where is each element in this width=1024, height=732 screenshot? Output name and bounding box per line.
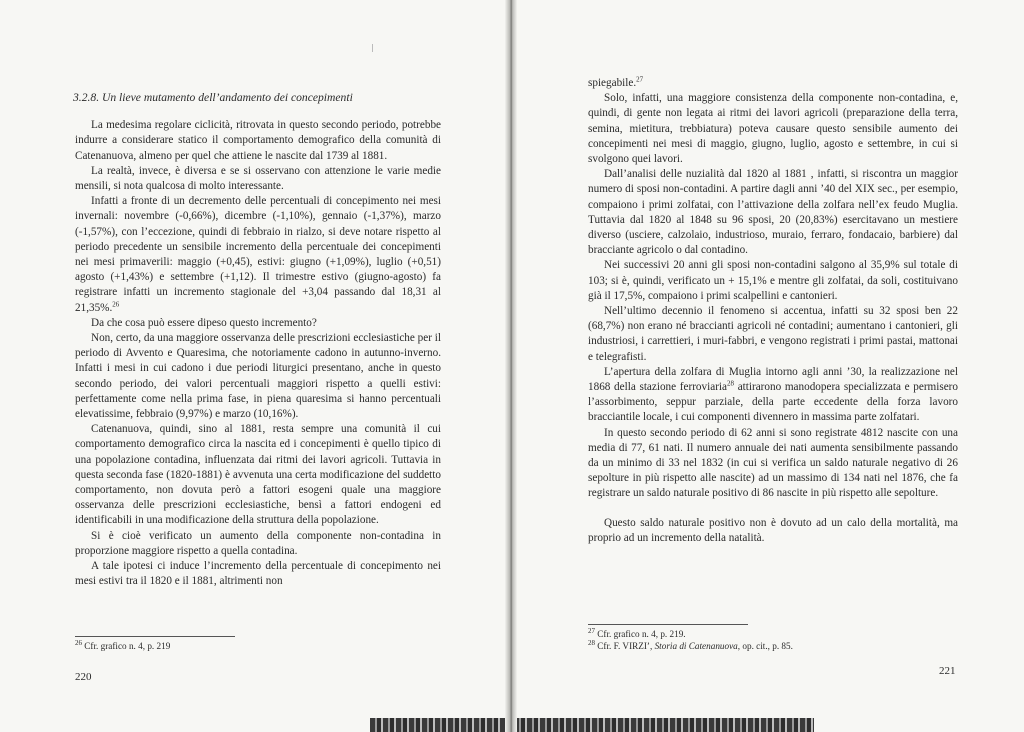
section-heading: 3.2.8. Un lieve mutamento dell’andamento dei concepimenti — [73, 91, 353, 104]
left-text-column — [75, 90, 441, 590]
footnote-number: 27 — [588, 626, 595, 635]
footnote-ref[interactable]: 26 — [112, 299, 120, 308]
footnote-rule — [75, 636, 235, 637]
footnote-ref[interactable]: 28 — [727, 379, 734, 388]
book-gutter — [505, 0, 517, 732]
footnote-text: Cfr. grafico n. 4, p. 219 — [84, 641, 171, 651]
page-edge-shadow — [370, 718, 506, 732]
paragraph: Questo saldo naturale positivo non è dovuto ad un calo della mortalità, ma proprio ad un incremento della natalità. — [588, 516, 958, 544]
paragraph-text: spiegabile. — [588, 77, 637, 89]
footnote-text: Cfr. grafico n. 4, p. 219. — [597, 629, 686, 639]
footnote — [588, 628, 793, 640]
scan-mark — [372, 44, 373, 52]
paragraph: Dall’analisi delle nuzialità dal 1820 al 1881 , infatti, si riscontra un maggior numero di sposi non-contadini. A partire dagli anni ’40 del XIX sec., per esempio, compaiono i primi zolfatai, con l’attivazione della zolfara nell’ex feudo Muglia. Tuttavia dal 1820 al 1848 su 96 sposi, 20 (20,83%) esercitavano un mestiere diverso (usciere, calzolaio, industrioso, muraio, ferraro, fondacaio, barbiere) dal bracciante agricolo o dal contadino. — [588, 168, 958, 257]
right-text-column — [588, 76, 958, 546]
paragraph-text: attirarono manodopera specializzata e permisero l’assorbimento, seppur parziale, della parte eccedente della forza lavoro bracciantile locale, i cui componenti divennero in massima parte zolfatari. — [588, 381, 959, 424]
paragraph: Da che cosa può essere dipeso questo incremento? — [91, 316, 317, 329]
paragraph: Solo, infatti, una maggiore consistenza della componente non-contadina, e, quindi, di gente non legata ai ritmi dei lavori agricoli (preparazione della terra, semina, mietitura, trebbiatura) poteva causare questo sensibile aumento dei concepimenti nei mesi di maggio, giugno, luglio, agosto e settembre, in cui si svolgono quei lavori. — [588, 92, 958, 166]
paragraph: Si è cioè verificato un aumento della componente non-contadina in proporzione maggiore rispetto a quella contadina. — [75, 529, 441, 557]
footnote — [75, 640, 170, 652]
paragraph: Nei successivi 20 anni gli sposi non-contadini salgono al 35,9% sul totale di 103; si è, quindi, verificato un + 15,1% e mentre gli zolfatai, da soli, costituivano già il 17,5%, compaiono i primi scalpellini e cantonieri. — [588, 259, 958, 302]
paragraph: Non, certo, da una maggiore osservanza delle prescrizioni ecclesiastiche per il periodo di Avvento e Quaresima, che notoriamente cadono in autunno-inverno. Infatti i mesi in cui cadono i due periodi liturgici presentano, anche in questo secondo periodo, dei valori percentuali maggiori rispetto a quelli estivi: perfettamente come nella prima fase, in piena quaresima si hanno percentuali elevatissime, febbraio (9,97%) e marzo (10,16%). — [75, 332, 441, 421]
right-page — [514, 0, 1024, 732]
paragraph: In questo secondo periodo di 62 anni si sono registrate 4812 nascite con una media di 77, 61 nati. Il numero annuale dei nati aumenta sensibilmente passando da un minimo di 33 nel 1832 (in cui si verifica un saldo naturale negativo di 26 sepolture in più rispetto alle nascite) ad un massimo di 134 nati nel 1876, che fa registrare un saldo naturale positivo di 86 nascite in più rispetto alle sepolture. — [588, 426, 958, 500]
book-title: Storia di Catenanuova — [654, 641, 738, 651]
footnote-rule — [588, 624, 748, 625]
paragraph — [75, 194, 441, 316]
paragraph: Nell’ultimo decennio il fenomeno si accentua, infatti su 32 sposi ben 22 (68,7%) non erano né braccianti agricoli né contadini; aumentano i cantonieri, gli industriosi, i carrettieri, i muri-fabbri, e vengono registrati i primi pastai, mattonai e telegrafisti. — [588, 305, 958, 363]
page-number: 220 — [75, 671, 92, 683]
paragraph: Catenanuova, quindi, sino al 1881, resta sempre una comunità il cui comportamento demografico circa la nascita ed i concepimenti è quello tipico di una popolazione contadina, influenzata dai ritmi dei lavori agricoli. Tuttavia in questa seconda fase (1820-1881) è avvenuta una certa modificazione del suddetto comportamento, non dovuta però a fattori esogeni quale una maggiore osservanza delle prescrizioni ecclesiastiche, bensì a fattori endogeni ed identificabili in una modificazione della struttura della popolazione. — [75, 423, 441, 527]
footnote-number: 28 — [588, 638, 595, 647]
footnote-text: Cfr. F. VIRZI’, — [597, 641, 655, 651]
paragraph-text: Infatti a fronte di un decremento delle percentuali di concepimento nei mesi invernali: novembre (-0,66%), dicembre (-1,10%), gennaio (-1,37%), marzo (-1,57%), con l’eccezione, quindi di febbraio in rialzo, si deve notare rispetto al periodo precedente un sensibile incremento della percentuale dei concepimenti nei mesi primaverili: maggio (+0,45), estivi: giugno (+1,09%), luglio (+0,51) agosto (+1,43%) e settembre (+1,12). Il trimestre estivo (giugno-agosto) fa registrare infatti un incremento stagionale del +3,04 passando dal 18,31 al 21,35%. — [75, 195, 441, 314]
paragraph — [588, 76, 958, 91]
paragraph: A tale ipotesi ci induce l’incremento della percentuale di concepimento nei mesi estivi tra il 1820 e il 1881, altrimenti non — [75, 560, 441, 588]
footnote — [588, 640, 793, 652]
footnote-number: 26 — [75, 638, 82, 647]
paragraph-text: L’apertura della zolfara di Muglia intorno agli anni ’30, la realizzazione nel 1868 della stazione ferroviaria — [588, 365, 958, 394]
left-page — [0, 0, 508, 732]
paragraph — [588, 365, 958, 426]
footnote-ref[interactable]: 27 — [636, 75, 644, 84]
paragraph: La medesima regolare ciclicità, ritrovata in questo secondo periodo, potrebbe indurre a considerare statico il comportamento demografico della comunità di Catenanuova, almeno per quel che attiene le nascite dal 1739 al 1881. — [75, 119, 441, 162]
footnote-text: , op. cit., p. 85. — [737, 641, 793, 651]
paragraph: La realtà, invece, è diversa e se si osservano con attenzione le varie medie mensili, si nota qualcosa di molto interessante. — [75, 164, 441, 193]
footnotes — [588, 628, 793, 652]
page-edge-shadow — [514, 718, 814, 732]
page-number: 221 — [939, 665, 956, 677]
